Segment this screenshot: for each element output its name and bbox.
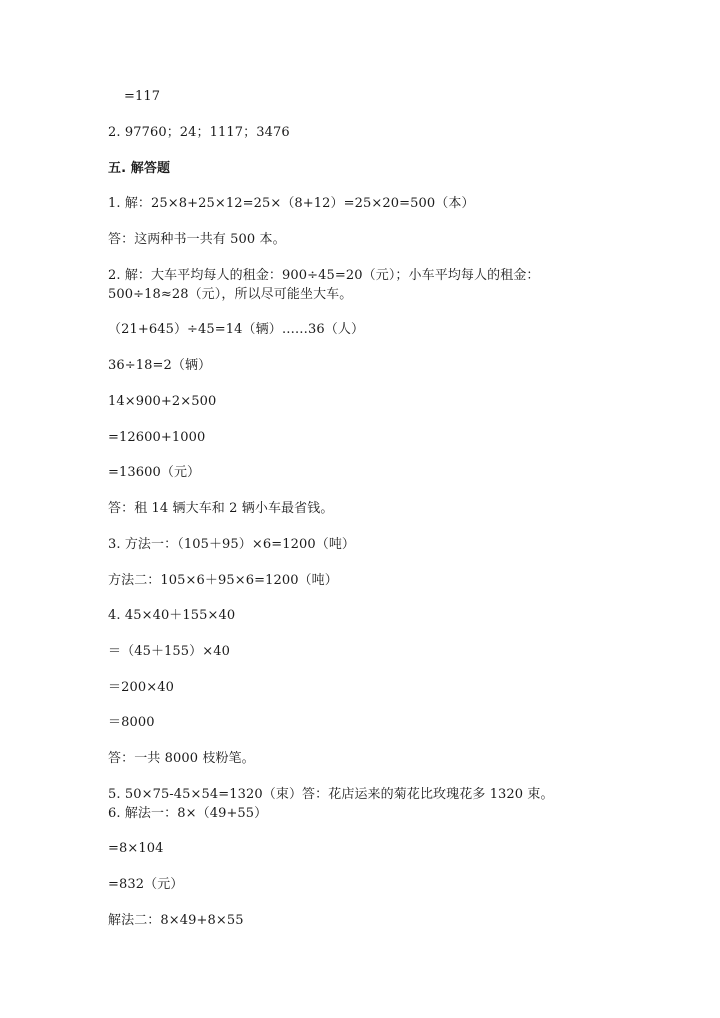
problem-2-answer: 答：租 14 辆大车和 2 辆小车最省钱。 (108, 501, 334, 516)
problem-4-step-4: ＝8000 (108, 715, 155, 730)
problem-2-solution-line-2: 500÷18≈28（元），所以尽可能坐大车。 (108, 287, 353, 302)
section-heading: 五. 解答题 (108, 161, 171, 176)
problem-2-step-3: 14×900+2×500 (108, 394, 217, 409)
answer-line-117: =117 (124, 89, 161, 104)
problem-4-step-1: 4. 45×40＋155×40 (108, 608, 236, 623)
problem-6-method-1: 6. 解法一：8×（49+55） (108, 806, 268, 821)
problem-2-step-2: 36÷18=2（辆） (108, 358, 212, 373)
problem-4-answer: 答：一共 8000 枝粉笔。 (108, 751, 255, 766)
problem-6-step-2: =832（元） (108, 877, 184, 892)
problem-1-answer: 答：这两种书一共有 500 本。 (108, 232, 286, 247)
problem-6-step-1: =8×104 (108, 841, 164, 856)
problem-4-step-2: ＝（45＋155）×40 (108, 644, 230, 659)
problem-3-method-1: 3. 方法一：（105＋95）×6=1200（吨） (108, 537, 356, 552)
problem-6-method-2: 解法二：8×49+8×55 (108, 913, 244, 928)
problem-1-solution: 1. 解：25×8+25×12=25×（8+12）=25×20=500（本） (108, 196, 475, 211)
problem-2-step-5: =13600（元） (108, 465, 201, 480)
problem-2-step-1: （21+645）÷45=14（辆）……36（人） (108, 322, 365, 337)
problem-3-method-2: 方法二：105×6＋95×6=1200（吨） (108, 573, 338, 588)
answer-line-2: 2. 97760；24；1117；3476 (108, 125, 290, 140)
problem-2-solution-line-1: 2. 解：大车平均每人的租金：900÷45=20（元）；小车平均每人的租金： (108, 268, 540, 283)
problem-2-step-4: =12600+1000 (108, 430, 206, 445)
problem-4-step-3: ＝200×40 (108, 680, 174, 695)
problem-5-solution: 5. 50×75-45×54=1320（束）答：花店运来的菊花比玫瑰花多 1320 束。 (108, 787, 554, 802)
